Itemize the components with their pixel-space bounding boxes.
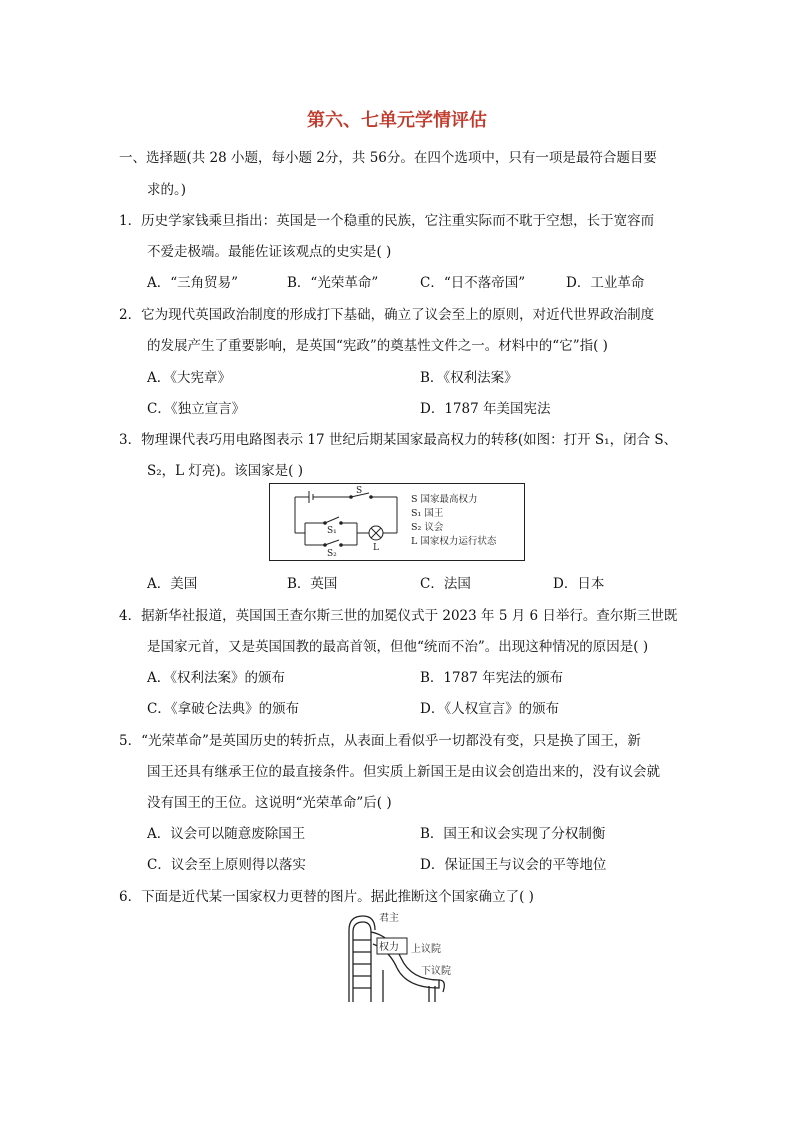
question-5-option-b[interactable]: B．国王和议会实现了分权制衡 xyxy=(420,826,606,842)
question-3-line-1: 3．物理课代表巧用电路图表示 17 世纪后期某国家最高权力的转移(如图：打开 S₁，闭合 S、 xyxy=(119,432,678,448)
question-6-line-1: 6．下面是近代某一国家权力更替的图片。据此推断这个国家确立了( ) xyxy=(119,889,534,905)
question-1-option-c[interactable]: C．“日不落帝国” xyxy=(420,275,526,291)
question-4-option-c[interactable]: C．《拿破仑法典》的颁布 xyxy=(147,701,300,717)
circuit-label-l: L xyxy=(373,543,379,553)
slide-drawing-svg xyxy=(343,910,463,1006)
question-5-line-1: 5．“光荣革命”是英国历史的转折点，从表面上看似乎一切都没有变，只是换了国王，新 xyxy=(119,733,641,749)
question-3-option-a[interactable]: A．美国 xyxy=(147,576,198,592)
legend-line-3: S₂ 议会 xyxy=(411,522,444,533)
label-upper-house: 上议院 xyxy=(411,944,441,955)
legend-line-1: S 国家最高权力 xyxy=(411,494,478,505)
question-2-option-a[interactable]: A．《大宪章》 xyxy=(147,370,231,386)
question-4-option-d[interactable]: D．《人权宣言》的颁布 xyxy=(420,701,560,717)
legend-line-4: L 国家权力运行状态 xyxy=(411,536,497,547)
page-title: 第六、七单元学情评估 xyxy=(307,110,487,131)
question-4-option-a[interactable]: A．《权利法案》的颁布 xyxy=(147,670,285,686)
power-slide-illustration xyxy=(343,910,463,1006)
question-3-option-c[interactable]: C．法国 xyxy=(420,576,471,592)
label-power: 权力 xyxy=(379,942,399,953)
question-4-line-1: 4．据新华社报道，英国国王查尔斯三世的加冕仪式于 2023 年 5 月 6 日举行。查尔斯三世既 xyxy=(119,608,678,624)
question-2-line-2: 的发展产生了重要影响，是英国“宪政”的奠基性文件之一。材料中的“它”指( ) xyxy=(147,338,608,354)
question-1-option-a[interactable]: A．“三角贸易” xyxy=(147,275,239,291)
section-header-line-1: 一、选择题(共 28 小题，每小题 2分，共 56分。在四个选项中，只有一项是最符合题目要 xyxy=(119,150,657,166)
question-5-line-2: 国王还具有继承王位的最直接条件。但实质上新国王是由议会创造出来的，没有议会就 xyxy=(147,764,660,780)
question-5-line-3: 没有国王的王位。这说明“光荣革命”后( ) xyxy=(147,795,392,811)
circuit-diagram-svg xyxy=(269,483,525,561)
question-2-option-c[interactable]: C．《独立宣言》 xyxy=(147,401,246,417)
question-1-option-b[interactable]: B．“光荣革命” xyxy=(287,275,379,291)
circuit-label-s: S xyxy=(356,486,363,496)
question-4-option-b[interactable]: B．1787 年宪法的颁布 xyxy=(420,670,564,686)
legend-line-2: S₁ 国王 xyxy=(411,508,444,519)
question-3-option-b[interactable]: B．英国 xyxy=(287,576,338,592)
label-lower-house: 下议院 xyxy=(421,966,451,977)
section-header-line-2: 求的。) xyxy=(147,182,187,198)
circuit-diagram xyxy=(269,483,525,561)
label-monarch: 君主 xyxy=(379,913,399,924)
question-5-option-c[interactable]: C．议会至上原则得以落实 xyxy=(147,857,306,873)
question-5-option-d[interactable]: D．保证国王与议会的平等地位 xyxy=(420,857,607,873)
circuit-label-s2: S₂ xyxy=(327,549,337,559)
question-1-option-d[interactable]: D．工业革命 xyxy=(566,275,645,291)
question-2-option-b[interactable]: B．《权利法案》 xyxy=(420,370,518,386)
circuit-label-s1: S₁ xyxy=(327,526,337,536)
question-3-line-2: S₂，L 灯亮)。该国家是( ) xyxy=(147,463,304,479)
question-5-option-a[interactable]: A．议会可以随意废除国王 xyxy=(147,826,306,842)
question-4-line-2: 是国家元首，又是英国国教的最高首领，但他“统而不治”。出现这种情况的原因是( ) xyxy=(147,639,649,655)
question-2-line-1: 2．它为现代英国政治制度的形成打下基础，确立了议会至上的原则，对近代世界政治制度 xyxy=(119,307,655,323)
question-2-option-d[interactable]: D．1787 年美国宪法 xyxy=(420,401,551,417)
question-1-line-1: 1．历史学家钱乘旦指出：英国是一个稳重的民族，它注重实际而不耽于空想，长于宽容而 xyxy=(119,213,655,229)
question-3-option-d[interactable]: D．日本 xyxy=(553,576,605,592)
question-1-line-2: 不爱走极端。最能佐证该观点的史实是( ) xyxy=(147,244,392,260)
